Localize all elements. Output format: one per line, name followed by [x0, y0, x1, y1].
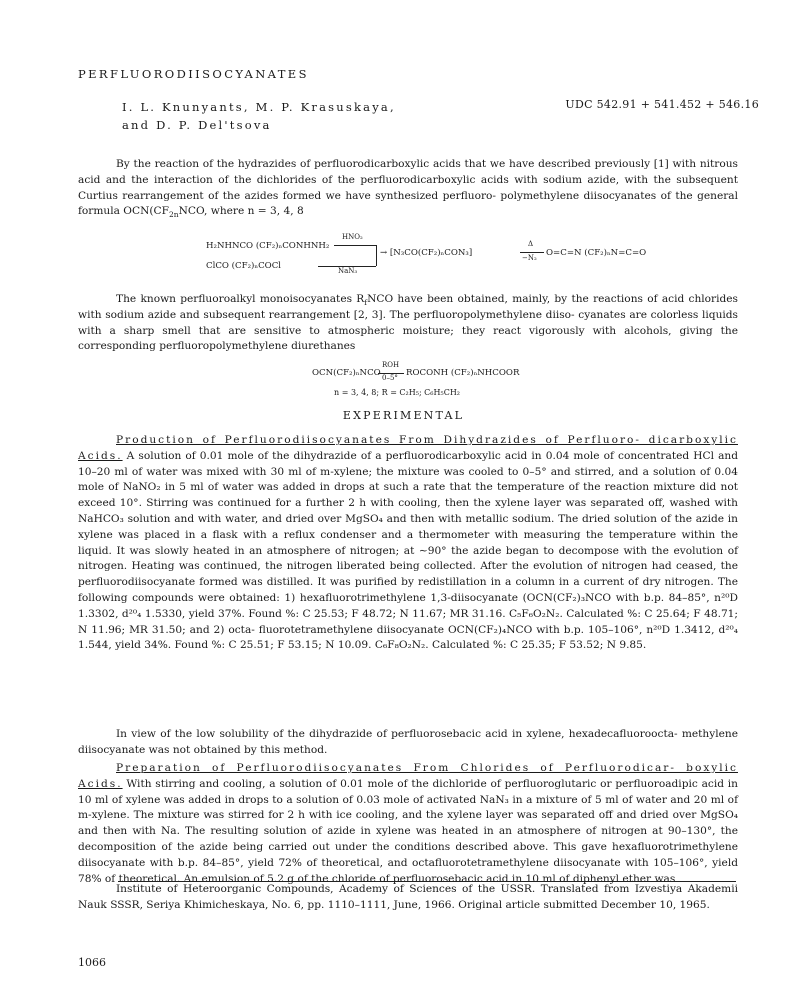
authors — [122, 98, 396, 134]
paragraph-3: In view of the low solubility of the dihydrazide of perfluorosebacic acid in xylene, hexadecafluoroocta- methylene diisocyanate was not obtained by this method. — [78, 728, 738, 756]
reaction-scheme-2 — [312, 361, 520, 402]
subsection-heading-1: Production of Perfluorodiisocyanates From Dihydrazides of Perfluoro- dicarboxylic Acids. — [78, 434, 738, 462]
temperature-label: 0–5° — [382, 374, 398, 382]
authors-line-2: and D. P. Del'tsova — [122, 118, 272, 132]
experimental-paragraph-2 — [78, 761, 738, 887]
arrow-line-mid — [520, 252, 544, 253]
experimental-body-1: A solution of 0.01 mole of the dihydrazide of a perfluorodicarboxylic acid in 0.04 mole of concentrated HCl and 10–20 ml of water was mixed with 30 ml of m-xylene; the mixture was cooled to 0–5° and stirred, and a solution of 0.04 mole of NaNO₂ in 5 ml of water was added in drops at such a rate that the temperature of the reaction mixture did not exceed 10°. Stirring was continued for a further 2 h with cooling, then the xylene layer was separated off, washed with NaHCO₃ solution and with water, and dried over MgSO₄ and then with metallic sodium. The dried solution of the azide in xylene was placed in a flask with a reflux condenser and a thermometer with measuring the temperature within the liquid. It was slowly heated in an atmosphere of nitrogen; at ∼90° the azide began to decompose with the evolution of nitrogen. Heating was continued, the nitrogen liberated being collected. After the evolution of nitrogen had ceased, the perfluorodiisocyanate formed was distilled. It was purified by redistillation in a column in a current of dry nitrogen. The following compounds were obtained: 1) hexafluorotrimethylene 1,3-diisocyanate (OCN(CF₂)₃NCO with b.p. 84–85°, n²⁰D 1.3302, d²⁰₄ 1.5330, yield 37%. Found %: C 25.53; F 48.72; N 11.67; MR 31.16. C₅F₆O₂N₂. Calculated %: C 25.64; F 48.71; N 11.96; MR 31.50; and 2) octa- fluorotetramethylene diisocyanate OCN(CF₂)₄NCO with b.p. 105–106°, n²⁰D 1.3412, d²⁰₄ 1.544, yield 34%. Found %: C 25.51; F 53.15; N 10.09. C₆F₈O₂N₂. Calculated %: C 25.35; F 53.52; N 9.85. — [78, 449, 738, 652]
arrow-line-top — [334, 245, 376, 246]
authors-line-1: I. L. Knunyants, M. P. Krasuskaya, — [122, 100, 396, 114]
experimental-body-2: With stirring and cooling, a solution of 0.01 mole of the dichloride of perfluoroglutaric or perfluoroadipic acid in 10 ml of xylene was added in drops to a solution of 0.03 mole of activated NaN₃ in a mixture of 5 ml of water and 20 ml of m-xylene. The mixture was stirred for 2 h with ice cooling, and the xylene layer was separated off and dried over MgSO₄ and then with Na. The resulting solution of azide in xylene was heated in an atmosphere of nitrogen at 90–130°, the decomposition of the azide being carried out under the conditions described above. This gave hexafluorotrimethylene diisocyanate with b.p. 84–85°, yield 72% of theoretical, and octafluorotetramethylene diisocyanate with 105–106°, yield 78% of theoretical. An emulsion of 5.2 g of the chloride of perfluorosebacic acid in 10 ml of diphenyl ether was — [78, 777, 738, 885]
intro-paragraph — [78, 157, 738, 220]
n2-label: −N₂ — [522, 254, 537, 262]
conditions-line: n = 3, 4, 8; R = C₂H₅; C₆H₅CH₂ — [334, 388, 460, 397]
intro-text-a: By the reaction of the hydrazides of perfluorodicarboxylic acids that we have described previously [1] with nitrous acid and the interaction of the dichlorides of the perfluorodicarboxylic acids with sodium azide, with the subsequent Curtius rearrangement of the azides formed we have synthesized perfluoro- polymethylene diisocyanates of the general formula OCN(CF — [78, 158, 738, 218]
para2-text-a: The known perfluoroalkyl monoisocyanates R — [116, 293, 365, 305]
diisocyanate-product: O=C=N (CF₂)ₙN=C=O — [546, 248, 647, 258]
chloride-formula: ClCO (CF₂)ₙCOCl — [206, 261, 282, 271]
bracket-line — [376, 245, 377, 266]
azide-intermediate: → [N₃CO(CF₂)ₙCON₃] — [380, 248, 473, 258]
diurethane-product: ROCONH (CF₂)ₙNHCOOR — [406, 368, 520, 378]
intro-text-b: NCO, where n = 3, 4, 8 — [178, 205, 304, 218]
hno2-label: HNO₂ — [342, 233, 363, 241]
subsection-heading-2: Preparation of Perfluorodiisocyanates From Chlorides of Perfluorodicar- boxylic Acids. — [78, 762, 738, 790]
para2-text-b: NCO have been obtained, mainly, by the reactions of acid chlorides with sodium azide and subsequent rearrangement [2, 3]. The perfluoropolymethylene diiso- cyanates are colorless liquids with a sharp smell that are sensitive to atmospheric moisture; they react vigorously with alcohols, giving the corresponding perfluoropolymethylene diurethanes — [78, 293, 738, 353]
udc-code: UDC 542.91 + 541.452 + 546.16 — [565, 98, 759, 111]
footnote: Institute of Heteroorganic Compounds, Academy of Sciences of the USSR. Translated from Izvestiya Akademii Nauk SSSR, Seriya Khimicheskaya, No. 6, pp. 1110–1111, June, 1966. Original article submitted December 10, 1965. — [78, 883, 738, 911]
para2-sub-f: f — [364, 298, 368, 308]
roh-label: ROH — [382, 361, 400, 369]
section-heading: EXPERIMENTAL — [342, 409, 465, 422]
intro-sub-n: n — [173, 210, 179, 220]
paragraph-2 — [78, 292, 738, 355]
nan3-label: NaN₃ — [338, 267, 358, 275]
diisocyanate-reactant: OCN(CF₂)ₙNCO — [312, 368, 381, 378]
reaction-scheme-1 — [206, 233, 647, 275]
page-number: 1066 — [78, 956, 106, 969]
article-title: PERFLUORODIISOCYANATES — [78, 67, 309, 81]
hydrazide-formula: H₂NHNCO (CF₂)ₙCONHNH₂ — [206, 241, 330, 251]
experimental-paragraph-1 — [78, 433, 738, 654]
intro-sub-2: 2 — [168, 210, 174, 220]
delta-label: Δ — [528, 240, 534, 248]
